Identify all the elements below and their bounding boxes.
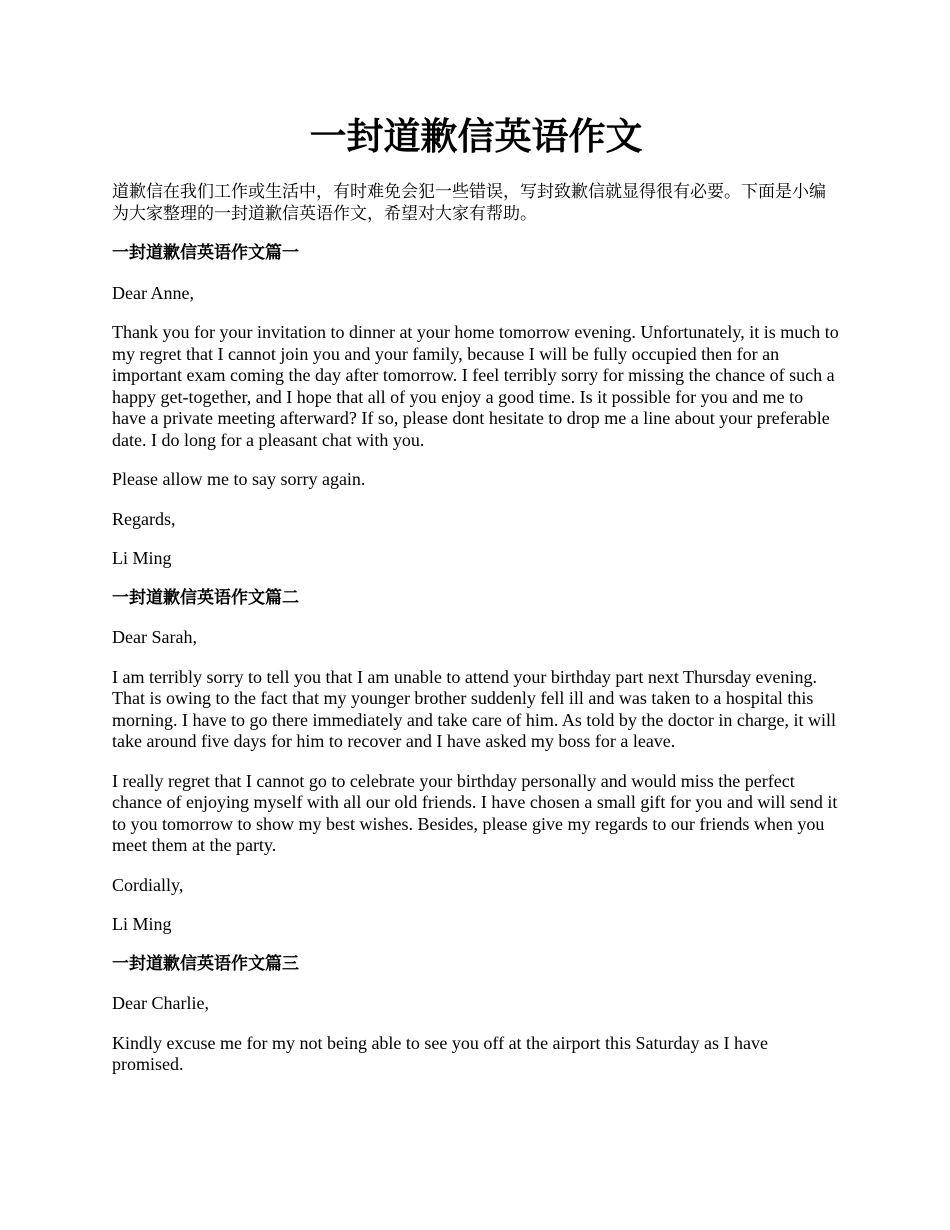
letter-closing: Cordially, (112, 874, 184, 895)
letter-section-3 (112, 954, 840, 1076)
letter-paragraph: Thank you for your invitation to dinner at your home tomorrow evening. Unfortunately, it is much to my regret that I cannot join you and your family, because I will be fully occupied then for an important exam coming the day after tomorrow. I feel terribly sorry for missing the chance of such a happy get-together, and I hope that all of you enjoy a good time. Is it possible for you and me to have a private meeting afterward? If so, please dont hesitate to drop me a line about your preferable date. I do long for a pleasant chat with you. (112, 322, 839, 450)
letter-paragraph: I really regret that I cannot go to celebrate your birthday personally and would miss the perfect chance of enjoying myself with all our old friends. I have chosen a small gift for you and will send it to you tomorrow to show my best wishes. Besides, please give my regards to our friends when you meet them at the party. (112, 770, 838, 855)
letter-paragraph: Kindly excuse me for my not being able to see you off at the airport this Saturday as I have promised. (112, 1032, 768, 1074)
letter-closing: Regards, (112, 508, 176, 529)
intro-paragraph: 道歉信在我们工作或生活中，有时难免会犯一些错误，写封致歉信就显得很有必要。下面是小编为大家整理的一封道歉信英语作文，希望对大家有帮助。 (112, 182, 826, 224)
letter-greeting: Dear Anne, (112, 282, 194, 303)
section-heading: 一封道歉信英语作文篇二 (112, 587, 299, 608)
letter-greeting: Dear Sarah, (112, 627, 197, 647)
section-heading: 一封道歉信英语作文篇一 (112, 243, 299, 263)
letter-paragraph: Please allow me to say sorry again. (112, 469, 366, 489)
letter-section-1 (112, 243, 840, 570)
section-heading: 一封道歉信英语作文篇三 (112, 953, 299, 974)
document-page (112, 112, 840, 1094)
letter-paragraph: I am terribly sorry to tell you that I am unable to attend your birthday part next Thursday evening. That is owing to the fact that my younger brother suddenly fell ill and was taken to a hospital this morning. I have to go there immediately and take care of him. As told by the doctor in charge, it will take around five days for him to recover and I have asked my boss for a leave. (112, 666, 836, 751)
letter-signature: Li Ming (112, 548, 172, 568)
letter-section-2 (112, 588, 840, 936)
letter-greeting: Dear Charlie, (112, 993, 209, 1013)
page-title: 一封道歉信英语作文 (309, 114, 643, 158)
letter-signature: Li Ming (112, 914, 172, 934)
